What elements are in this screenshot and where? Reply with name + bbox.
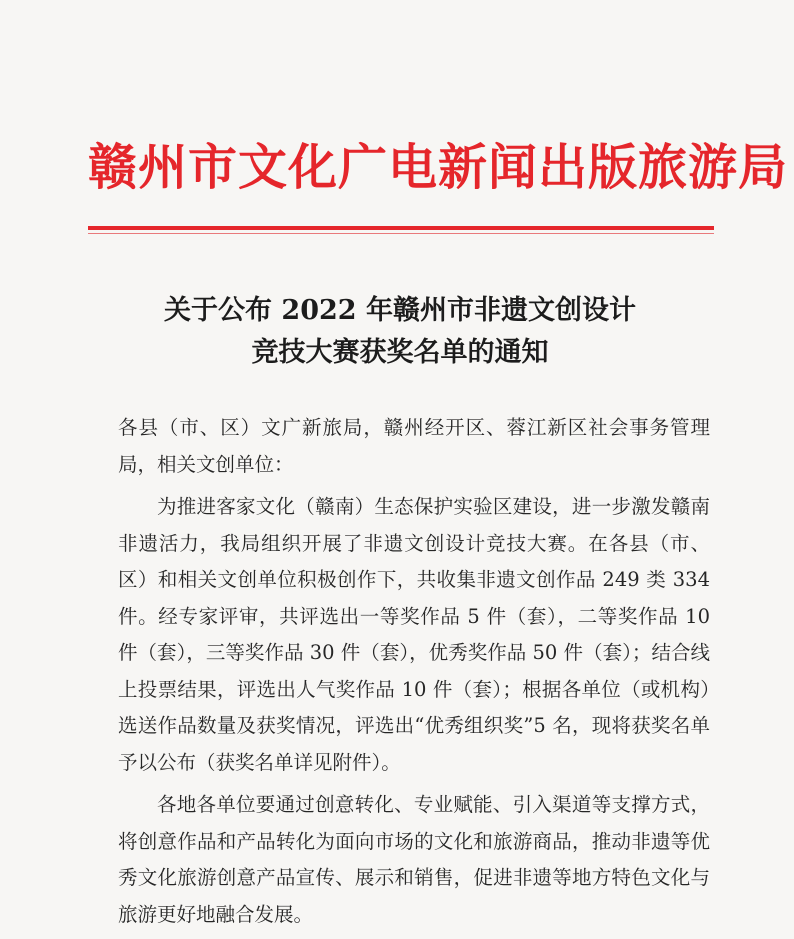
document-body <box>118 410 710 939</box>
document-title-line-1: 关于公布 2022 年赣州市非遗文创设计 <box>164 295 636 326</box>
red-header-rule-thin <box>88 233 714 234</box>
issuing-authority-header: 赣州市文化广电新闻出版旅游局 <box>88 138 789 196</box>
body-paragraph-1: 为推进客家文化（赣南）生态保护实验区建设，进一步激发赣南非遗活力，我局组织开展了非遗文创设计竞技大赛。在各县（市、区）和相关文创单位积极创作下，共收集非遗文创作品 249 类 334 件。经专家评审，共评选出一等奖作品 5 件（套），二等奖作品 10 件（套），三等奖作品 30 件（套），优秀奖作品 50 件（套）；结合线上投票结果，评选出人气奖作品 10 件（套）；根据各单位（或机构）选送作品数量及获奖情况，评选出“优秀组织奖”5 名，现将获奖名单予以公布（获奖名单详见附件）。 <box>118 495 710 774</box>
red-header-rule <box>88 226 714 230</box>
document-title-line-2: 竞技大赛获奖名单的通知 <box>251 337 549 368</box>
document-title <box>100 290 700 374</box>
salutation: 各县（市、区）文广新旅局，赣州经开区、蓉江新区社会事务管理局，相关文创单位： <box>118 416 710 476</box>
body-paragraph-2: 各地各单位要通过创意转化、专业赋能、引入渠道等支撑方式，将创意作品和产品转化为面向市场的文化和旅游商品，推动非遗等优秀文化旅游创意产品宣传、展示和销售，促进非遗等地方特色文化与旅游更好地融合发展。 <box>118 793 710 926</box>
